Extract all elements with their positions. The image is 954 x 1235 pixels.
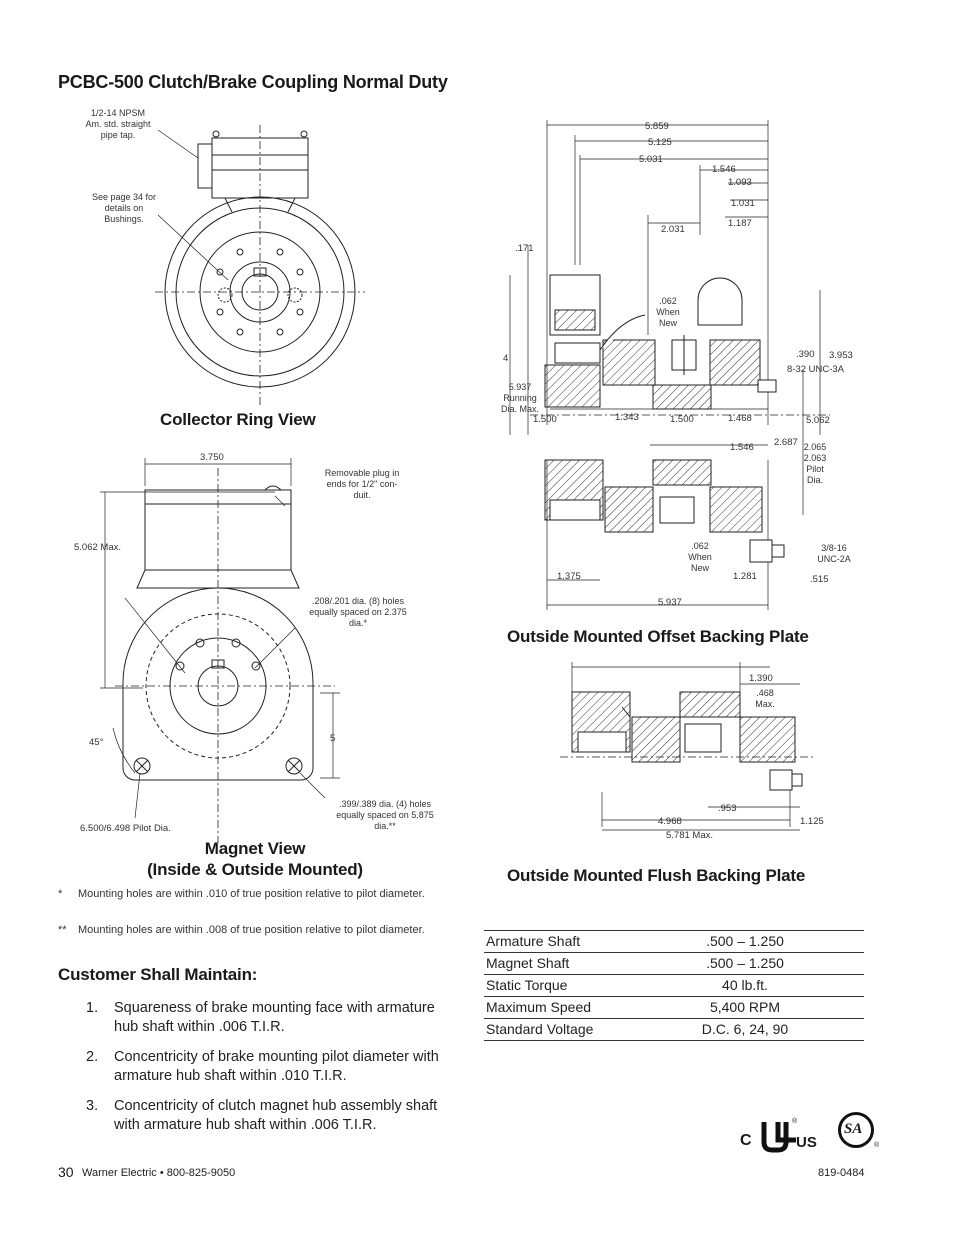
collector-ring-drawing [150,120,380,410]
page-title: PCBC-500 Clutch/Brake Coupling Normal Duty [58,72,448,92]
footnote-2-mark: ** [58,924,67,936]
dim-390: .390 [796,349,815,360]
magnet-height-dim: 5.062 Max. [74,542,121,553]
pipe-tap-note: 1/2-14 NPSM Am. std. straight pipe tap. [85,108,151,140]
footnote-2-text: Mounting holes are within .008 of true position relative to pilot diameter. [78,924,425,936]
footnote-2 [58,923,430,938]
table-row [484,997,864,1019]
dim-1125: 1.125 [800,816,824,827]
dim-1375: 1.375 [557,571,581,582]
page-number: 30 [58,1164,74,1180]
dim-5031: 5.031 [639,154,663,165]
spec-label: Maximum Speed [484,997,674,1019]
dim-171: .171 [515,243,534,254]
pilot-dia-dim: 6.500/6.498 Pilot Dia. [80,823,171,834]
spec-label: Armature Shaft [484,931,674,953]
magnet-view-caption [130,838,380,880]
dim-1343: 1.343 [615,412,639,423]
dim-1187: 1.187 [728,218,752,229]
spec-value: 40 lb.ft. [674,975,814,997]
dim-4968: 4.968 [658,816,682,827]
spec-value: 5,400 RPM [674,997,814,1019]
dim-1546a: 1.546 [712,164,736,175]
footnote-1 [58,887,430,902]
list-item-text: Concentricity of clutch magnet hub assembly shaft with armature hub shaft within .006 T.I.R. [114,1098,438,1133]
dim-2031: 2.031 [661,224,685,235]
dim-1281: 1.281 [733,571,757,582]
table-row [484,931,864,953]
list-item [86,999,446,1037]
list-item-num: 3. [86,1098,99,1114]
dim-062-upper: .062 When New [656,296,680,328]
dim-468: .468 Max. [755,688,775,709]
list-item-num: 1. [86,1000,99,1016]
footnote-1-text: Mounting holes are within .010 of true position relative to pilot diameter. [78,888,425,900]
ul-us-mark: US [796,1134,817,1151]
spec-label: Static Torque [484,975,674,997]
holes-4-note: .399/.389 dia. (4) holes equally spaced on 5.875 dia.** [336,799,434,831]
dim-5937b: 5.937 [658,597,682,608]
collector-ring-caption: Collector Ring View [160,410,316,429]
maintain-heading: Customer Shall Maintain: [58,965,258,984]
footer-company: Warner Electric • 800-825-9050 [82,1167,236,1179]
dim-1031: 1.031 [731,198,755,209]
dim-2687: 2.687 [774,437,798,448]
table-row [484,953,864,975]
dim-1468: 1.468 [728,413,752,424]
bushings-note: See page 34 for details on Bushings. [91,192,157,224]
removable-plug-note: Removable plug in ends for 1/2" con- duit. [324,468,400,500]
angle-45-dim: 45° [89,737,104,748]
table-row [484,1019,864,1041]
dim-1500b: 1.500 [670,414,694,425]
dim-1093: 1.093 [728,177,752,188]
flush-plate-caption: Outside Mounted Flush Backing Plate [507,866,806,885]
certification-logos [740,1112,880,1156]
dim-4: 4 [503,353,509,364]
csa-mark: SA [844,1121,863,1137]
list-item [86,1048,446,1086]
dim-1500a: 1.500 [533,414,557,425]
spec-value: .500 – 1.250 [674,953,814,975]
ul-c-mark: C [740,1132,752,1149]
footnote-1-mark: * [58,888,63,900]
spec-value: D.C. 6, 24, 90 [674,1019,814,1041]
magnet-view-caption-line2: (Inside & Outside Mounted) [147,860,363,879]
ul-logo [740,1118,832,1154]
dim-5125: 5.125 [648,137,672,148]
dim-515: .515 [810,574,829,585]
list-item [86,1097,446,1135]
dim-953: .953 [718,803,737,814]
dim-1390: 1.390 [749,673,773,684]
list-item-num: 2. [86,1049,99,1065]
holes-8-note: .208/.201 dia. (8) holes equally spaced on 2.375 dia.* [309,596,407,628]
specs-table [484,930,864,1041]
footer-doc-number: 819-0484 [818,1167,865,1179]
maintain-list [86,999,446,1135]
dim-5062: 5.062 [806,415,830,426]
magnet-width-dim: 3.750 [200,452,224,463]
spec-label: Magnet Shaft [484,953,674,975]
dim-5859: 5.859 [645,121,669,132]
magnet-5-dim: 5 [330,733,336,744]
dim-running-dia: 5.937 Running Dia. Max. [500,382,539,414]
dim-3953: 3.953 [829,350,853,361]
spec-label: Standard Voltage [484,1019,674,1041]
list-item-text: Concentricity of brake mounting pilot diameter with armature hub shaft within .010 T.I.R. [114,1049,439,1084]
csa-reg-mark: ® [874,1142,880,1149]
magnet-view-drawing [95,448,355,848]
csa-logo [838,1112,874,1148]
dim-1546b: 1.546 [730,442,754,453]
dim-unc-3a: 8-32 UNC-3A [787,364,845,375]
list-item-text: Squareness of brake mounting face with armature hub shaft within .006 T.I.R. [114,1000,435,1035]
magnet-view-caption-line1: Magnet View [204,839,306,858]
spec-value: .500 – 1.250 [674,931,814,953]
ul-reg-mark: ® [792,1118,798,1125]
dim-unc-2a: 3/8-16 UNC-2A [817,543,851,564]
dim-5781: 5.781 Max. [666,830,713,841]
dim-pilot-dia: 2.065 2.063 Pilot Dia. [803,442,827,485]
offset-plate-caption: Outside Mounted Offset Backing Plate [507,627,809,646]
dim-062-lower: .062 When New [688,541,712,573]
table-row [484,975,864,997]
